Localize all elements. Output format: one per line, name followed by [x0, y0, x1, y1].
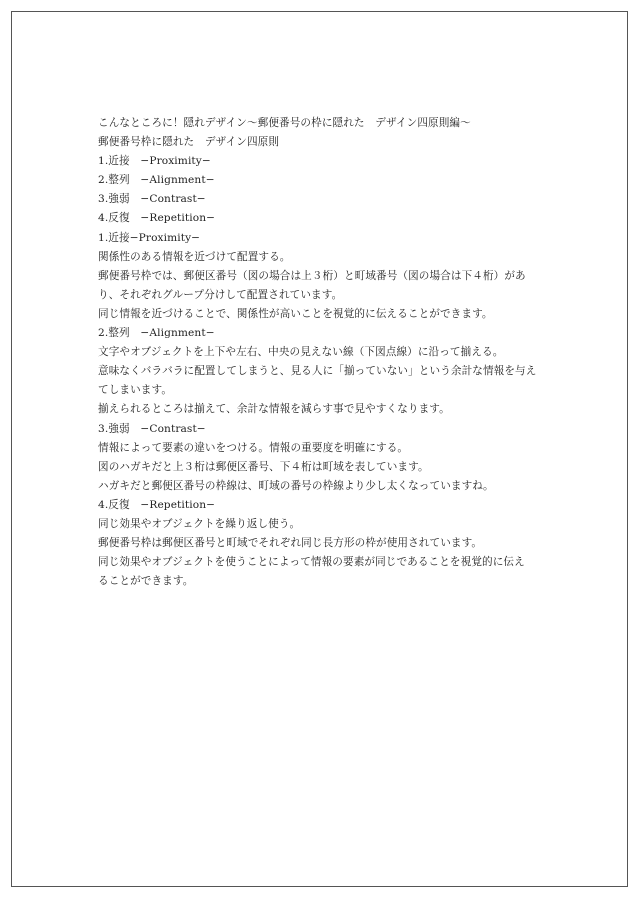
section-heading-repetition: 4.反復 −Repetition− — [98, 498, 216, 511]
paragraph-line: 同じ効果やオブジェクトを繰り返し使う。 — [98, 517, 301, 530]
paragraph-line: 意味なくバラバラに配置してしまうと、見る人に「揃っていない」という余計な情報を与え — [98, 365, 537, 378]
section-heading-contrast: 3.強弱 −Contrast− — [98, 422, 206, 435]
document-body — [98, 114, 546, 591]
paragraph-line: 関係性のある情報を近づけて配置する。 — [98, 250, 291, 263]
document-subtitle: 郵便番号枠に隠れた デザイン四原則 — [98, 136, 280, 149]
section-heading-alignment: 2.整列 −Alignment− — [98, 327, 215, 340]
paragraph-line: 揃えられるところは揃えて、余計な情報を減らす事で見やすくなります。 — [98, 403, 450, 416]
paragraph-line: ることができます。 — [98, 575, 194, 588]
paragraph-line: り、それぞれグループ分けして配置されています。 — [98, 288, 343, 301]
paragraph-line: 情報によって要素の違いをつける。情報の重要度を明確にする。 — [98, 441, 409, 454]
toc-item-repetition: 4.反復 −Repetition− — [98, 212, 216, 225]
paragraph-line: てしまいます。 — [98, 384, 173, 397]
toc-item-contrast: 3.強弱 −Contrast− — [98, 193, 206, 206]
paragraph-line: 郵便番号枠は郵便区番号と町域でそれぞれ同じ長方形の枠が使用されています。 — [98, 537, 483, 550]
paragraph-line: 図のハガキだと上３桁は郵便区番号、下４桁は町域を表しています。 — [98, 460, 429, 473]
document-title: こんなところに！隠れデザイン〜郵便番号の枠に隠れた デザイン四原則編〜 — [98, 117, 471, 129]
paragraph-line: 文字やオブジェクトを上下や左右、中央の見えない線（下図点線）に沿って揃える。 — [98, 346, 504, 359]
toc-item-alignment: 2.整列 −Alignment− — [98, 174, 215, 187]
toc-item-proximity: 1.近接 −Proximity− — [98, 155, 211, 168]
paragraph-line: ハガキだと郵便区番号の枠線は、町域の番号の枠線より少し太くなっていますね。 — [98, 479, 494, 492]
paragraph-line: 同じ情報を近づけることで、関係性が高いことを視覚的に伝えることができます。 — [98, 307, 493, 320]
section-heading-proximity: 1.近接−Proximity− — [98, 231, 201, 244]
paragraph-line: 同じ効果やオブジェクトを使うことによって情報の要素が同じであることを視覚的に伝え — [98, 556, 525, 569]
paragraph-line: 郵便番号枠では、郵便区番号（図の場合は上３桁）と町域番号（図の場合は下４桁）があ — [98, 269, 526, 282]
